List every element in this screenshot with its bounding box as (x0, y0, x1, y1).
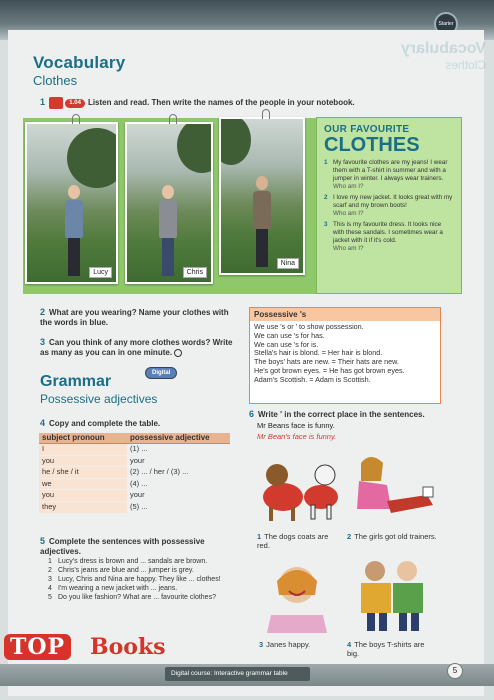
grammar-title: Grammar (40, 373, 112, 390)
exercise-5: 5 Complete the sentences with possessive adjectives. (40, 536, 205, 556)
favourite-title-small: OUR FAVOURITE (324, 124, 410, 135)
favourite-clothes-box (316, 117, 462, 294)
exercise-6: 6 Write ' in the correct place in the sentences. (249, 409, 425, 419)
exercise-4: 4 Copy and complete the table. (40, 418, 161, 428)
table-row: you your (39, 490, 230, 502)
girl-illustration (347, 451, 439, 527)
photo-chris (125, 122, 213, 284)
possessive-line: He's got brown eyes. = He has got brown eyes. (254, 365, 405, 375)
logo-top: TOP (4, 634, 71, 660)
name-tag: Chris (183, 267, 207, 278)
caption-4: 4 The boys T-shirts are big. (347, 640, 425, 658)
list-item: 4 I'm wearing a new jacket with ... jeans. (48, 585, 178, 592)
photo-lucy (25, 122, 118, 284)
exercise-5-sentences (48, 557, 246, 602)
possessive-line: Adam's Scottish. = Adam is Scottish. (254, 374, 371, 384)
favourite-item: 3 This is my favourite dress. It looks nice with these sandals. I sometimes wear a jacket with it if it's cold. Who am I? (324, 221, 443, 252)
favourite-item: 1 My favourite clothes are my jeans! I wear them with a T-shirt in summer and with a jumper in winter. I always wear trainers. Who am I? (324, 159, 448, 190)
table-header: possessive adjective (127, 433, 230, 444)
digital-course-link[interactable]: Digital course: Interactive grammar table (165, 667, 310, 681)
unit-badge: Starter (434, 12, 458, 36)
possessive-title: Possessive 's (250, 308, 440, 321)
table-row: he / she / it (2) ... / her / (3) ... (39, 467, 230, 479)
caption-2: 2 The girls got old trainers. (347, 532, 437, 541)
digital-button[interactable]: Digital (145, 367, 177, 379)
exercise-1: 1 1.04 Listen and read. Then write the names of the people in your notebook. (40, 97, 355, 108)
table-row: we (4) ... (39, 478, 230, 490)
photo-nina (219, 117, 305, 275)
vocabulary-subtitle: Clothes (33, 73, 78, 88)
exercise-2: 2 What are you wearing? Name your clothes with the words in blue. (40, 307, 229, 327)
possessive-line: The boys' hats are new. = Their hats are new. (254, 357, 399, 367)
mirrored-ghost-heading: Vocabulary Clothes (400, 40, 486, 72)
boys-illustration (347, 555, 437, 633)
grammar-subtitle: Possessive adjectives (40, 392, 158, 406)
table-row: I (1) ... (39, 444, 230, 456)
list-item: 2 Chris's jeans are blue and ... jumper is grey. (48, 567, 194, 574)
topbooks-logo (4, 628, 194, 688)
possessive-line: We can use 's for is. (254, 339, 319, 349)
caption-3: 3 Janes happy. (259, 640, 311, 649)
jane-illustration (257, 555, 337, 633)
exercise-3: 3 Can you think of any more clothes words? Write as many as you can in one minute. (40, 337, 233, 357)
name-tag: Nina (277, 258, 299, 269)
possessive-line: We can use 's for has. (254, 330, 325, 340)
caption-1: 1 The dogs coats are red. (257, 532, 329, 550)
list-item: 3 Lucy, Chris and Nina are happy. They like ... clothes! (48, 576, 221, 583)
exercise-6-example (257, 420, 336, 442)
list-item: 5 Do you like fashion? What are ... favourite clothes? (48, 594, 216, 601)
flag-icon (49, 97, 63, 109)
audio-track-button[interactable]: 1.04 (65, 99, 85, 108)
page-number: 5 (447, 663, 463, 679)
example-answer: Mr Bean's face is funny. (257, 432, 337, 441)
dogs-illustration (255, 447, 350, 525)
logo-books: Books (90, 634, 166, 660)
possessive-adjectives-table (39, 433, 230, 514)
table-row: you your (39, 455, 230, 467)
clock-icon (174, 349, 182, 357)
table-row: they (5) ... (39, 501, 230, 513)
table-header: subject pronoun (39, 433, 127, 444)
possessive-line: We use 's or ' to show possession. (254, 322, 364, 331)
vocabulary-title: Vocabulary (33, 53, 126, 72)
example-sentence: Mr Beans face is funny. (257, 421, 335, 430)
possessive-s-box (249, 307, 441, 404)
list-item: 1 Lucy's dress is brown and ... sandals are brown. (48, 558, 208, 565)
possessive-line: Stella's hair is blond. = Her hair is blond. (254, 348, 383, 358)
name-tag: Lucy (89, 267, 112, 278)
favourite-item: 2 I love my new jacket. It looks great with my scarf and my brown boots! Who am I? (324, 194, 453, 217)
favourite-title-big: CLOTHES (324, 134, 420, 156)
